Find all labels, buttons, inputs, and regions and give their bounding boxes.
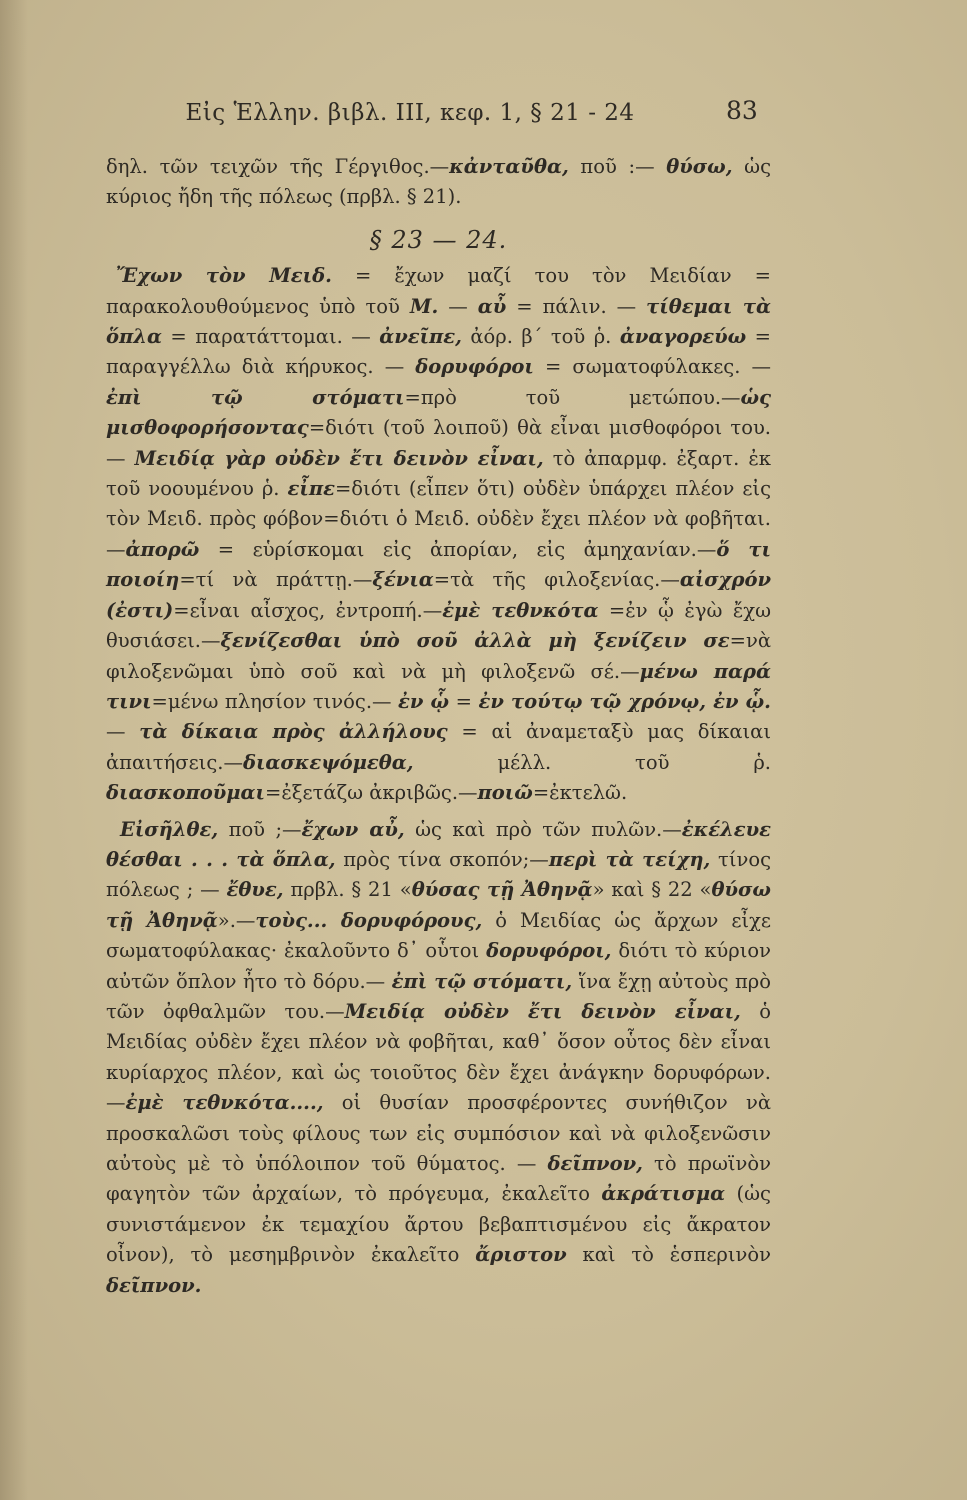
lemma-term: ἔθυε, [226, 878, 284, 902]
lemma-term: ἀκράτισμα [601, 1182, 726, 1206]
gloss-text: ὁ Μειδίας ὡς ἄρχων εἶχε σωματοφύλακας· ἐκαλοῦντο δ᾽ οὗτοι [106, 908, 771, 963]
gloss-text: = ἔχων μαζί του τὸν Μειδίαν = παρακολουθούμενος ὑπὸ τοῦ [106, 264, 772, 318]
gloss-text: δηλ. τῶν τειχῶν τῆς Γέργιθος.— [106, 155, 450, 178]
gloss-text: διότι τὸ κύριον αὐτῶν ὅπλον ἦτο τὸ δόρυ.— [106, 939, 771, 993]
lemma-term: ἐπὶ τῷ στόματι [106, 385, 405, 409]
lemma-term: ἄριστον [475, 1243, 567, 1267]
lemma-term: Μ. [409, 294, 439, 318]
lemma-term: ἐκέλευε θέσθαι . . . τὰ ὅπλα, [106, 817, 771, 871]
gloss-text: πρβλ. § 21 « [283, 878, 412, 902]
gloss-text: =τὰ τῆς φιλοξενίας.— [433, 568, 680, 592]
lemma-term: τὰ δίκαια πρὸς ἀλλήλους [139, 720, 448, 744]
lemma-term: μένω παρά τινι [106, 659, 771, 713]
gloss-text: τὸ ἀπαρμφ. ἐξαρτ. ἐκ τοῦ νοουμένου ῥ. [106, 446, 771, 501]
lemma-term: Εἰσῆλθε, [120, 817, 219, 841]
commentary-text [106, 152, 771, 1301]
gloss-text: =τί νὰ πράττῃ.— [179, 568, 373, 592]
gloss-text: =πρὸ τοῦ μετώπου.— [404, 385, 741, 409]
lemma-term: Μειδίᾳ γὰρ οὐδὲν ἔτι δεινὸν εἶναι, [134, 446, 544, 470]
gloss-text: (ὡς συνιστάμενον ἐκ τεμαχίου ἄρτου βεβαπτισμένου εἰς ἄκρατον οἶνον), τὸ μεσημβρινὸν ἐκαλεῖτο [106, 1182, 771, 1267]
gloss-text: τὸ πρωϊνὸν φαγητὸν τῶν ἀρχαίων, τὸ πρόγευμα, ἐκαλεῖτο [106, 1152, 771, 1206]
lemma-term: τίθεμαι τὰ ὅπλα [106, 294, 771, 349]
gloss-text: =ἐν ᾧ ἐγὼ ἔχω θυσιάσει.— [106, 598, 772, 653]
gloss-text: ἵνα ἔχῃ αὐτοὺς πρὸ τῶν ὀφθαλμῶν του.— [106, 969, 771, 1023]
gloss-text: =νὰ φιλοξενῶμαι ὑπὸ σοῦ καὶ νὰ μὴ φιλοξενῶ σέ.— [106, 629, 771, 683]
gloss-text: οἱ θυσίαν προσφέροντες συνήθιζον νὰ προσκαλῶσι τοὺς φίλους των εἰς συμπόσιον καὶ νὰ φιλοξενῶσιν αὐτοὺς μὲ τὸ ὑπόλοιπον τοῦ θύματος. — [106, 1091, 771, 1175]
lemma-term: περὶ τὰ τείχη, [548, 847, 711, 871]
gloss-text: = [449, 689, 479, 713]
section-heading: § 23 — 24. [369, 225, 508, 254]
lemma-term: θύσας τῇ Ἀθηνᾷ [411, 878, 593, 902]
lemma-term: Ἔχων τὸν Μειδ. [116, 264, 332, 288]
lemma-term: δεῖπνον. [106, 1273, 202, 1297]
lemma-term: δορυφόροι, [486, 939, 612, 963]
lemma-term: δορυφόροι [415, 355, 534, 379]
gloss-text: ὡς καὶ πρὸ τῶν πυλῶν.— [404, 817, 682, 841]
gloss-text: =εἶναι αἶσχος, ἐντροπή.— [173, 598, 443, 622]
gloss-text: =διότι (τοῦ λοιποῦ) θὰ εἶναι μισθοφόροι του.— [106, 416, 771, 470]
gloss-text: ἀόρ. β΄ τοῦ ῥ. [461, 325, 620, 349]
paragraph-1 [106, 261, 771, 808]
lemma-term: δεῖπνον, [547, 1152, 643, 1175]
gloss-text: τίνος πόλεως ; — [106, 847, 771, 902]
gloss-text: ».— [217, 908, 256, 932]
gloss-text: καὶ τὸ ἑσπερινὸν [566, 1243, 771, 1267]
lemma-term: διασκοποῦμαι [106, 781, 265, 805]
lemma-term: ὅ τι ποιοίη [106, 537, 771, 592]
lemma-term: εἶπε [287, 477, 335, 501]
gloss-text: πρὸς τίνα σκοπόν;— [335, 847, 549, 871]
gloss-text: = παρατάττομαι. — [161, 325, 380, 349]
lemma-term: διασκεψόμεθα, [242, 750, 414, 774]
gloss-text: =διότι (εἶπεν ὅτι) οὐδὲν ὑπάρχει πλέον εἰς τὸν Μειδ. πρὸς φόβον=διότι ὁ Μειδ. οὐδὲν ἔχει πλέον νὰ φοβῆται.— [106, 477, 771, 561]
gloss-text: » καὶ § 22 « [592, 878, 712, 902]
lemma-term: ἐπὶ τῷ στόματι, [391, 969, 573, 993]
page-number: 83 [726, 96, 758, 125]
gloss-text: =μένω πλησίον τινός.— [151, 689, 399, 713]
gloss-text: ὁ Μειδίας οὐδὲν ἔχει πλέον νὰ φοβῆται, καθ᾽ ὅσον οὗτος δὲν εἶναι κυρίαρχος πλέον, καὶ ὡς τοιοῦτος δὲν ἔχει ἀνάγκην δορυφόρων. — [106, 999, 771, 1115]
paragraph-2 [106, 815, 771, 1302]
lemma-term: θύσω, [666, 155, 733, 178]
gloss-text: =ἐκτελῶ. [532, 781, 628, 805]
gloss-text: — [106, 720, 140, 744]
gloss-text: = σωματοφύλακες. — [533, 355, 772, 379]
paragraph-top [106, 152, 771, 213]
gloss-text: = πάλιν. — [506, 294, 647, 318]
lemma-term: ἀπορῶ [125, 537, 200, 561]
lemma-term: ξενίζεσθαι ὑπὸ σοῦ ἀλλὰ μὴ ξενίζειν σε [220, 629, 730, 653]
lemma-term: ἐμὲ τεθνκότα [442, 598, 599, 622]
gloss-text: = παραγγέλλω διὰ κήρυκος. — [106, 325, 771, 379]
lemma-term: Μειδίᾳ οὐδὲν ἔτι δεινὸν εἶναι, [344, 999, 741, 1023]
gloss-text: — [438, 294, 478, 318]
lemma-term: ὡς μισθοφορήσοντας [106, 385, 771, 440]
lemma-term: ἀνεῖπε, [379, 325, 462, 349]
running-title: Εἰς Ἑλλην. βιβλ. ΙΙΙ, κεφ. 1, § 21 - 24 [185, 100, 635, 126]
lemma-term: τοὺς... δορυφόρους, [255, 908, 483, 932]
lemma-term: κἀνταῦθα, [449, 155, 569, 178]
lemma-term: ἐμὲ τεθνκότα...., [125, 1091, 324, 1115]
gloss-text: =ἐξετάζω ἀκριβῶς.— [264, 781, 478, 805]
gloss-text: ποῦ ;— [218, 817, 302, 841]
lemma-term: ἀναγορεύω [619, 325, 747, 349]
lemma-term: ἐν ᾧ [398, 689, 450, 713]
lemma-term: αὖ [477, 294, 507, 318]
lemma-term: αἰσχρόν (ἐστι) [106, 568, 771, 622]
lemma-term: θύσω τῇ Ἀθηνᾷ [106, 878, 771, 932]
lemma-term: ἐν τούτῳ τῷ χρόνῳ, ἐν ᾧ. [478, 689, 771, 713]
lemma-term: ἔχων αὖ, [301, 817, 405, 841]
gloss-text: μέλλ. τοῦ ῥ. [413, 750, 771, 774]
gloss-text: ποῦ :— [568, 155, 667, 178]
gloss-text: = αἱ ἀναμεταξὺ μας δίκαιαι ἀπαιτήσεις.— [106, 720, 771, 774]
gloss-text: = εὑρίσκομαι εἰς ἀπορίαν, εἰς ἀμηχανίαν.— [199, 537, 717, 561]
lemma-term: ξένια [372, 568, 434, 592]
gloss-text: ὡς κύριος ἤδη τῆς πόλεως (πρβλ. § 21). [106, 155, 771, 209]
lemma-term: ποιῶ [477, 781, 533, 805]
